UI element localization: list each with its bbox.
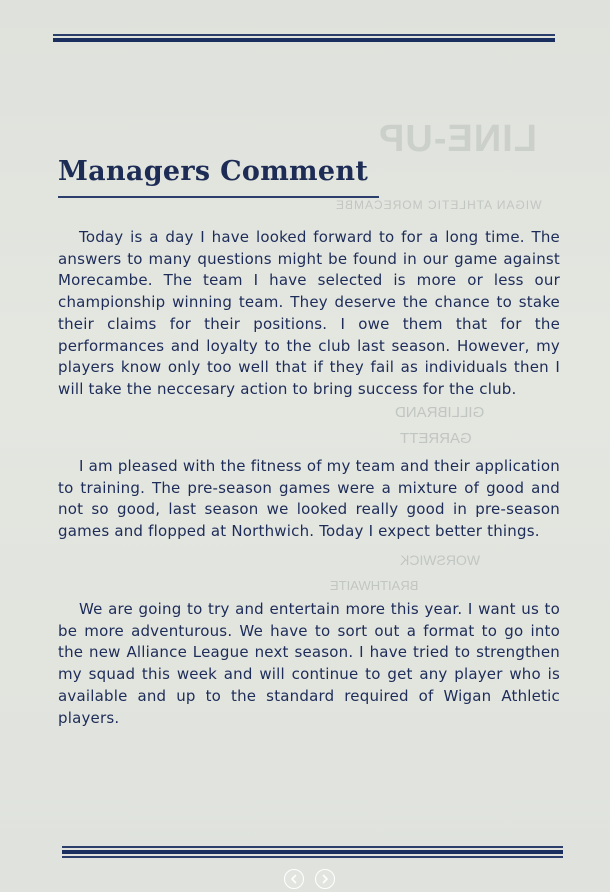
bottom-double-rule <box>62 846 563 860</box>
show-through-line: GARRETT <box>400 430 472 447</box>
body-paragraph: I am pleased with the fitness of my team and their application to training. The pre-season games were a mixture of good and not so good, last season we looked really good in pre-season games and flopped at Northwich. Today I expect better things. <box>58 457 560 541</box>
show-through-line: BRAITHWAITE <box>330 578 419 593</box>
bottom-rule-thick-line <box>62 850 563 854</box>
top-rule-thick-line <box>53 38 555 42</box>
next-page-button[interactable] <box>315 869 335 889</box>
show-through-line: GILLIBRAND <box>395 404 485 421</box>
top-double-rule <box>53 34 555 46</box>
body-paragraph: Today is a day I have looked forward to for a long time. The answers to many questions might be found in our game against Morecambe. The team I have selected is more or less our championship winning team. They deserve the chance to stake their claims for their positions. I owe them that for the performances and loyalty to the club last season. However, my players know only too well that if they fail as individuals then I will take the neccesary action to bring success for the club. <box>58 228 560 398</box>
show-through-line: WORSWICK <box>400 552 481 568</box>
chevron-right-icon <box>320 874 330 884</box>
bottom-rule-thin-line <box>62 846 563 848</box>
body-paragraph: We are going to try and entertain more this year. I want us to be more adventurous. We have to sort out a format to go into the new Alliance League next season. I have tried to strengthen my squad this week and will continue to get any player who is available and up to the standard required of Wigan Athletic players. <box>58 600 560 727</box>
bottom-rule-thin-line <box>62 856 563 858</box>
previous-page-button[interactable] <box>284 869 304 889</box>
show-through-title: LINE-UP <box>378 118 537 160</box>
show-through-subtitle: WIGAN ATHLETIC MORECAMBE <box>335 198 542 212</box>
title-underline <box>58 196 379 198</box>
page-title: Managers Comment <box>58 156 369 187</box>
chevron-left-icon <box>289 874 299 884</box>
top-rule-thin-line <box>53 34 555 36</box>
